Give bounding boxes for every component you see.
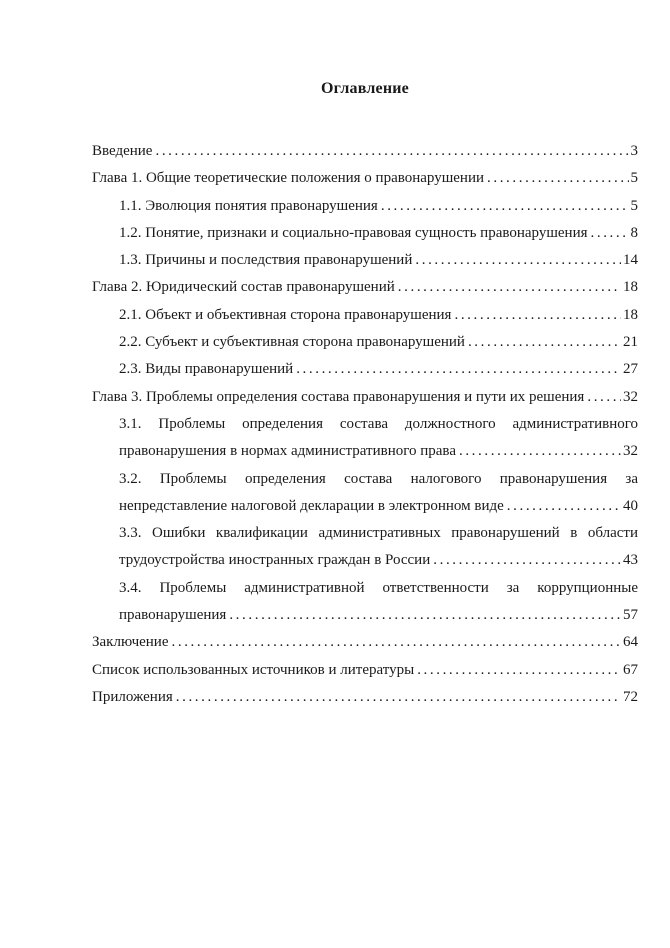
toc-page-number: 27 [623, 361, 638, 378]
toc-entry-last-line [119, 547, 638, 574]
toc-page-number: 3 [630, 143, 638, 159]
toc-entry-label: Глава 3. Проблемы определения состава правонарушения и пути их решения [92, 388, 585, 405]
dot-leader [487, 165, 629, 192]
toc-entry-last-line [119, 329, 638, 356]
toc-entry-last-line [119, 302, 638, 329]
toc-entry [92, 384, 638, 411]
toc-entry [92, 274, 638, 301]
toc-entry-line: 3.2. Проблемы определения состава налогового правонарушения за [119, 470, 638, 487]
toc-entry [92, 220, 638, 247]
dot-leader [459, 438, 621, 465]
dot-leader [417, 657, 621, 684]
toc-entry-label: непредставление налоговой декларации в электронном виде [119, 497, 504, 514]
toc-entry-last-line [92, 684, 638, 711]
dot-leader [381, 193, 629, 220]
toc-page-number: 43 [623, 552, 638, 569]
page-title: Оглавление [321, 80, 409, 97]
dot-leader [172, 629, 622, 656]
toc-entry-last-line [92, 165, 638, 192]
toc-page-number: 32 [623, 388, 638, 405]
toc-entry-label: правонарушения [119, 607, 227, 624]
toc-entry [92, 356, 638, 383]
toc-entry-last-line [92, 657, 638, 684]
toc-page-number: 40 [623, 497, 638, 514]
toc-entry-label: Глава 2. Юридический состав правонарушений [92, 279, 395, 296]
dot-leader [591, 220, 629, 247]
toc-entry [92, 193, 638, 220]
dot-leader [454, 302, 621, 329]
toc-entry-label: 1.1. Эволюция понятия правонарушения [119, 197, 378, 214]
toc-page-number: 72 [623, 688, 638, 705]
toc-entry-label: 2.3. Виды правонарушений [119, 361, 294, 378]
toc-entry-line: 3.1. Проблемы определения состава должностного административного [119, 415, 638, 432]
toc-page-number: 21 [623, 334, 638, 351]
dot-leader [229, 602, 621, 629]
toc-entry [92, 575, 638, 630]
toc-page-number: 5 [630, 170, 638, 187]
toc-entry-label: 1.2. Понятие, признаки и социально-правовая сущность правонарушения [119, 224, 588, 241]
toc-entry-line: 3.4. Проблемы административной ответственности за коррупционные [119, 579, 638, 596]
toc-entry [92, 657, 638, 684]
toc-entry-last-line [92, 384, 638, 411]
toc-entry-line: 3.3. Ошибки квалификации административных правонарушений в области [119, 525, 638, 542]
toc-entry-label: правонарушения в нормах административного права [119, 443, 456, 460]
toc-entry [92, 329, 638, 356]
toc-page-number: 67 [623, 661, 638, 678]
toc-entry-last-line [119, 193, 638, 220]
toc-entry-last-line [92, 274, 638, 301]
toc-page-number: 64 [623, 634, 638, 651]
toc-entry-last-line [92, 138, 638, 165]
dot-leader [468, 329, 621, 356]
toc-entry-last-line [119, 220, 638, 247]
toc-entry-label: 2.1. Объект и объективная сторона правонарушения [119, 306, 452, 323]
toc-page-number: 18 [623, 306, 638, 323]
toc-entry-last-line [119, 438, 638, 465]
toc-entry-label: 1.3. Причины и последствия правонарушений [119, 252, 413, 269]
toc-entry-last-line [119, 247, 638, 274]
dot-leader [587, 384, 621, 411]
dot-leader [176, 684, 621, 711]
toc-page-number: 5 [630, 197, 638, 214]
toc-entry-label: Приложения [92, 688, 173, 705]
dot-leader [155, 138, 628, 165]
toc-entry [92, 411, 638, 466]
toc-page-number: 14 [623, 252, 638, 269]
toc-entry-label: Заключение [92, 634, 169, 651]
toc-entry-label: Глава 1. Общие теоретические положения о правонарушении [92, 170, 484, 187]
toc-entry-label: 2.2. Субъект и субъективная сторона правонарушений [119, 334, 465, 351]
toc-entry [92, 629, 638, 656]
toc-entry-last-line [119, 356, 638, 383]
toc-entry-last-line [119, 602, 638, 629]
dot-leader [433, 547, 621, 574]
toc-entry [92, 138, 638, 165]
toc-entry [92, 165, 638, 192]
toc-entry-label: трудоустройства иностранных граждан в России [119, 552, 431, 569]
toc-entry [92, 466, 638, 521]
toc-entry-last-line [92, 629, 638, 656]
toc-entry-label: Список использованных источников и литературы [92, 661, 415, 678]
toc-entry [92, 247, 638, 274]
dot-leader [296, 356, 621, 383]
toc-page-number: 57 [623, 607, 638, 624]
toc-page-number: 8 [630, 224, 638, 241]
toc-list [92, 138, 638, 711]
toc-entry [92, 302, 638, 329]
toc-page-number: 18 [623, 279, 638, 296]
dot-leader [398, 274, 621, 301]
toc-entry [92, 520, 638, 575]
dot-leader [415, 247, 621, 274]
toc-entry [92, 684, 638, 711]
toc-entry-label: Введение [92, 143, 153, 159]
toc-page-number: 32 [623, 443, 638, 460]
dot-leader [507, 493, 621, 520]
toc-entry-last-line [119, 493, 638, 520]
